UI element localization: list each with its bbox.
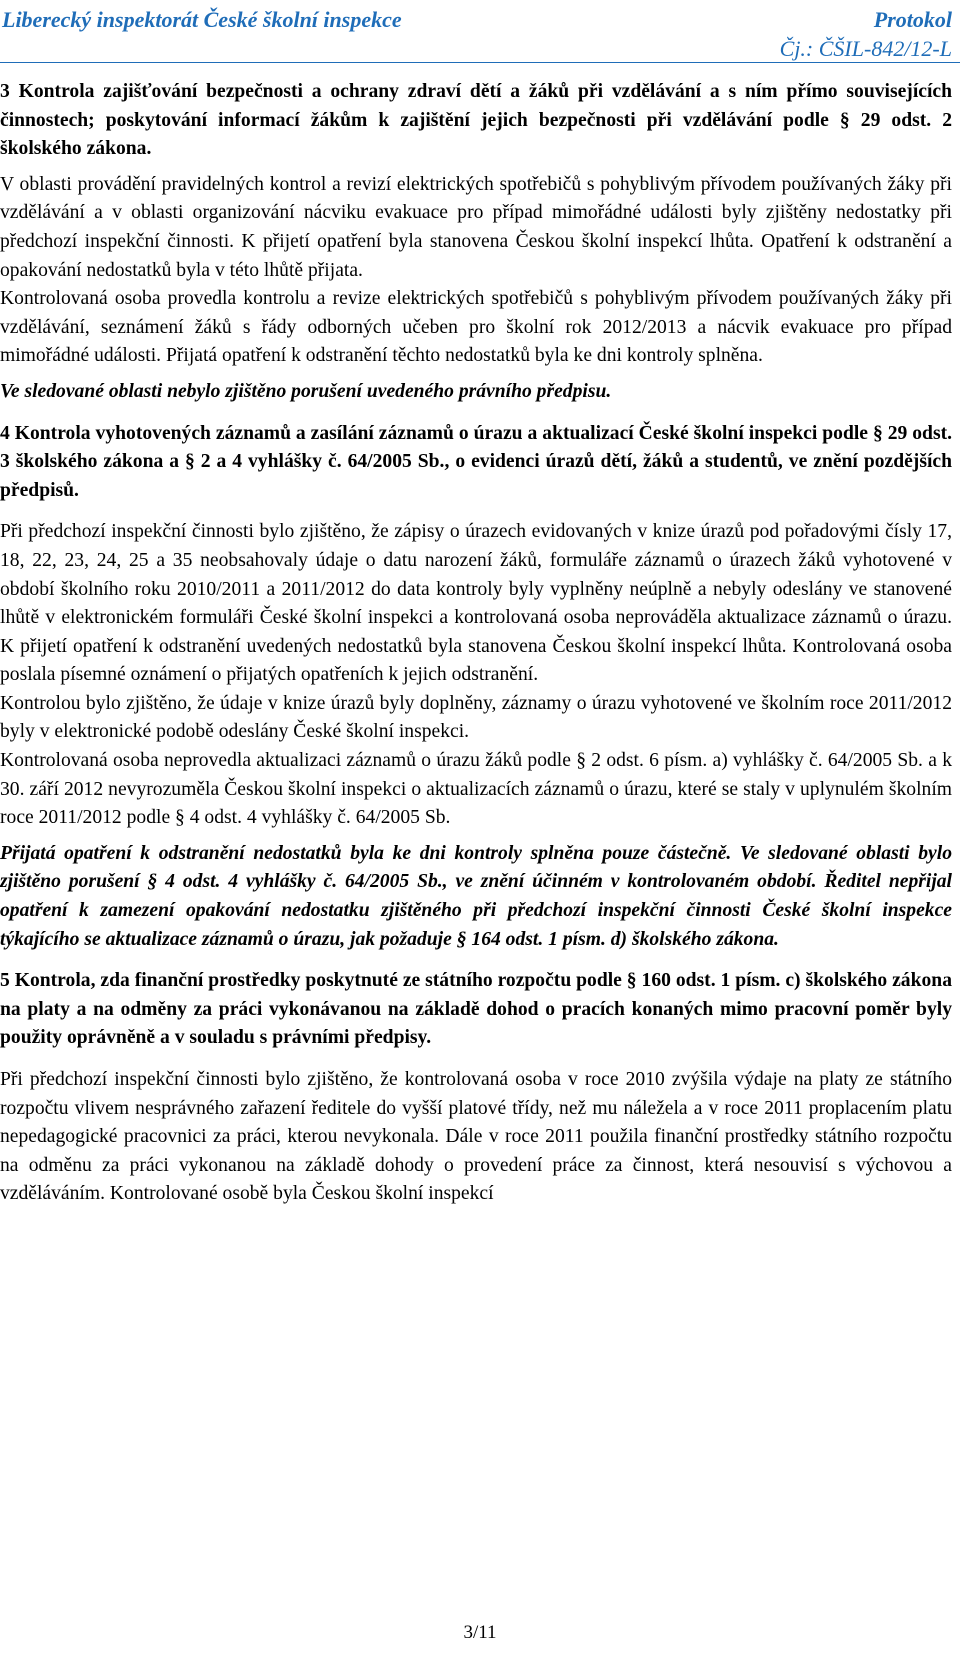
header-divider: [0, 62, 960, 63]
header-document-type: Protokol: [873, 7, 952, 32]
section-3-conclusion: Ve sledované oblasti nebylo zjištěno porušení uvedeného právního předpisu.: [0, 380, 612, 402]
section-4-conclusion: Přijatá opatření k odstranění nedostatků byla ke dni kontroly splněna pouze částečně. Ve sledované oblasti bylo zjištěno porušení § 4 odst. 4 vyhlášky č. 64/2005 Sb., ve znění účinném v kontrolovaném období. Ředitel nepřijal opatření k zamezení opakování nedostatku zjištěného při předchozí inspekční činnosti České školní inspekce týkajícího se aktualizace záznamů o úrazu, jak požaduje § 164 odst. 1 písm. d) školského zákona.: [0, 842, 952, 950]
section-4-paragraph-3: Kontrolovaná osoba neprovedla aktualizaci záznamů o úrazu žáků podle § 2 odst. 6 písm. a) vyhlášky č. 64/2005 Sb. a k 30. září 2012 nevyrozuměla Českou školní inspekci o aktualizacích záznamů o úrazu, které se staly v uplynulém školním roce 2011/2012 podle § 4 odst. 4 vyhlášky č. 64/2005 Sb.: [0, 750, 952, 829]
header-reference-number: Čj.: ČŠIL-842/12-L: [779, 36, 952, 61]
page-header: [0, 6, 960, 66]
section-4-paragraph-2: Kontrolou bylo zjištěno, že údaje v knize úrazů byly doplněny, záznamy o úrazu vyhotovené ve školním roce 2011/2012 byly v elektronické podobě odeslány České školní inspekci.: [0, 692, 952, 743]
section-5-paragraph-1: Při předchozí inspekční činnosti bylo zjištěno, že kontrolovaná osoba v roce 2010 zvýšila výdaje na platy ze státního rozpočtu vlivem nesprávného zařazení ředitele do vyšší platové třídy, než mu náležela a v roce 2011 proplacením platu nepedagogické pracovnici za práci, kterou nevykonala. Dále v roce 2011 použila finanční prostředky státního rozpočtu na odměnu za práci vykonanou na základě dohody o provedení práce za činnost, která nesouvisí s výchovou a vzděláváním. Kontrolované osobě byla Českou školní inspekcí: [0, 1069, 952, 1205]
section-4-heading: 4 Kontrola vyhotovených záznamů a zasílání záznamů o úrazu a aktualizací České školní inspekci podle § 29 odst. 3 školského zákona a § 2 a 4 vyhlášky č. 64/2005 Sb., o evidenci úrazů dětí, žáků a studentů, ve znění pozdějších předpisů.: [0, 422, 952, 501]
section-3-heading: 3 Kontrola zajišťování bezpečnosti a ochrany zdraví dětí a žáků při vzdělávání a s ním přímo souvisejících činnostech; poskytování informací žákům k zajištění jejich bezpečnosti při vzdělávání podle § 29 odst. 2 školského zákona.: [0, 81, 952, 160]
section-4-paragraph-1: Při předchozí inspekční činnosti bylo zjištěno, že zápisy o úrazech evidovaných v knize úrazů pod pořadovými čísly 17, 18, 22, 23, 24, 25 a 35 neobsahovaly údaje o datu narození žáků, formuláře záznamů o úrazech žáků vyhotovené v období školního roku 2010/2011 a 2011/2012 do data kontroly byly vyplněny neúplně a nebyly odeslány ve stanovené lhůtě v elektronickém formuláři České školní inspekci a kontrolovaná osoba neprováděla aktualizace záznamů o úrazu. K přijetí opatření k odstranění uvedených nedostatků byla stanovena Českou školní inspekcí lhůta. Kontrolovaná osoba poslala písemné oznámení o přijatých opatřeních k jejich odstranění.: [0, 521, 952, 686]
section-3-paragraph-2: Kontrolovaná osoba provedla kontrolu a revize elektrických spotřebičů s pohyblivým přívodem používaných žáky při vzdělávání, seznámení žáků s řády odborných učeben pro školní rok 2012/2013 a nácvik evakuace pro případ mimořádné události. Přijatá opatření k odstranění těchto nedostatků byla ke dni kontroly splněna.: [0, 288, 952, 367]
page-number: 3/11: [463, 1622, 497, 1643]
header-organization: Liberecký inspektorát České školní inspekce: [2, 7, 402, 32]
document-body: [0, 78, 952, 1209]
section-3-paragraph-1: V oblasti provádění pravidelných kontrol a revizí elektrických spotřebičů s pohyblivým přívodem používaných žáky při vzdělávání a v oblasti organizování nácviku evakuace pro případ mimořádné události byly zjištěny nedostatky při předchozí inspekční činnosti. K přijetí opatření byla stanovena Českou školní inspekcí lhůta. Opatření k odstranění a opakování nedostatků byla v této lhůtě přijata.: [0, 173, 952, 281]
section-5-heading: 5 Kontrola, zda finanční prostředky poskytnuté ze státního rozpočtu podle § 160 odst. 1 písm. c) školského zákona na platy a na odměny za práci vykonávanou na základě dohod o pracích konaných mimo pracovní poměr byly použity oprávněně a v souladu s právními předpisy.: [0, 970, 952, 1049]
